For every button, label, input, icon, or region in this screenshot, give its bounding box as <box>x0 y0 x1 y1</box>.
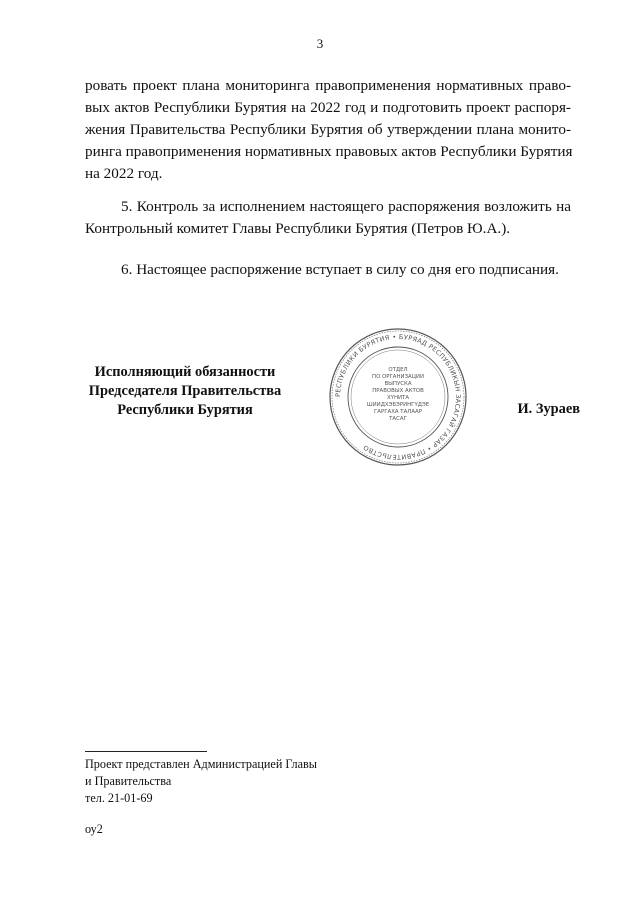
signatory-position-line: Исполняющий обязанности <box>94 364 276 380</box>
official-seal-stamp <box>328 327 468 467</box>
text-line: ровать проект плана мониторинга правоприменения нормативных право- <box>85 77 571 94</box>
stamp-line: ПРАВОВЫХ АКТОВ <box>372 388 424 394</box>
text-line: ринга правоприменения нормативных правовых актов Республики Бурятия <box>85 143 573 160</box>
text-line: вых актов Республики Бурятия на 2022 год и подготовить проект распоря- <box>85 99 571 116</box>
text-line: жения Правительства Республики Бурятия об утверждении плана монито- <box>85 121 571 138</box>
stamp-line: ХҮНИТА <box>386 395 410 401</box>
signatory-position-line: Республики Бурятия <box>117 402 253 418</box>
signatory-position <box>85 363 285 420</box>
stamp-line: ГАРГАХА ТАЛААР <box>374 409 422 415</box>
paragraph-6 <box>85 259 571 281</box>
document-code: оу2 <box>85 822 103 836</box>
footnote-line: тел. 21-01-69 <box>85 791 153 805</box>
footnote-line: Проект представлен Администрацией Главы <box>85 757 317 771</box>
stamp-line: ПО ОРГАНИЗАЦИИ <box>372 374 424 380</box>
stamp-line: ТАСАГ <box>389 416 407 422</box>
text-line: 6. Настоящее распоряжение вступает в силу со дня его подписания. <box>121 261 559 278</box>
text-line: 5. Контроль за исполнением настоящего распоряжения возложить на <box>121 198 571 215</box>
stamp-ring-text: РЕСПУБЛИКИ БУРЯТИЯ • БУРЯАД РЕСПУБЛИКЫН ЗАСАГАЙ ГАЗАР • ПРАВИТЕЛЬСТВО <box>333 332 463 462</box>
stamp-line: ВЫПУСКА <box>384 381 412 387</box>
stamp-line: ШИИДХЭБЭРИНГҮДЭЕ <box>366 402 430 408</box>
paragraph-5 <box>85 196 571 240</box>
page-number: 3 <box>316 36 324 51</box>
footnote-divider <box>85 751 207 752</box>
footnote <box>85 756 317 807</box>
footnote-line: и Правительства <box>85 774 172 788</box>
signatory-position-line: Председателя Правительства <box>88 383 282 399</box>
signatory-name: И. Зураев <box>517 401 580 417</box>
text-line: Контрольный комитет Главы Республики Бурятия (Петров Ю.А.). <box>85 220 511 237</box>
text-line: на 2022 год. <box>85 165 163 182</box>
paragraph-continuation <box>85 75 571 185</box>
stamp-line: ОТДЕЛ <box>388 367 408 373</box>
